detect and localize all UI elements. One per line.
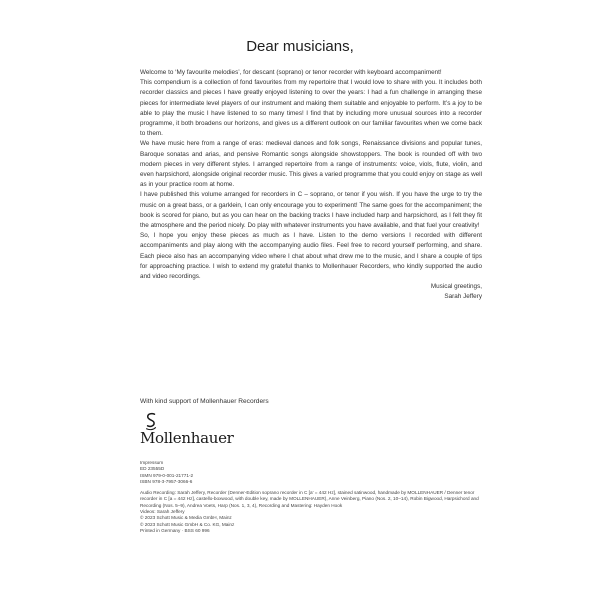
imprint-code: ED 23555D [140, 466, 165, 472]
imprint-credit-line: © 2023 Schott Music & Media GmbH, Mainz [140, 515, 232, 521]
imprint [140, 460, 480, 534]
letter-paragraph: We have music here from a range of eras: medieval dances and folk songs, Renaissance divisions and popular tunes, Baroque sonatas and arias, and pensive Romantic songs alongside showstoppers. The book is rounded off with two modern pieces in very different styles. I arranged repertoire from a range of instruments: voice, viols, flute, violin, and even harpsichord, alongside original recorder music. This gives a varied programme that you could enjoy on stage as well as in your practice room at home. [140, 140, 482, 189]
imprint-label: Impressum [140, 460, 164, 465]
imprint-code: ISBN 978-3-7957-3066-6 [140, 478, 193, 484]
imprint-credit-line: © 2023 Schott Music GmbH & Co. KG, Mainz [140, 521, 235, 527]
letter-paragraph: So, I hope you enjoy these pieces as much as I have. Listen to the demo versions I recorded with different accompaniments and play along with the accompanying audio files. Feel free to record yourself performing, and share. Each piece also has an accompanying video where I chat about what drew me to the music, and I share a couple of tips for approaching practice. I wish to extend my grateful thanks to Mollenhauer Recorders, who kindly supported the audio and video recordings. [140, 232, 482, 281]
mollenhauer-logo [140, 412, 234, 452]
letter-heading: Dear musicians, [246, 38, 354, 55]
imprint-credit-line: Videos: Sarah Jeffery [140, 509, 185, 515]
letter-paragraph: Welcome to ‘My favourite melodies’, for descant (soprano) or tenor recorder with keyboard accompaniment! [140, 69, 442, 76]
imprint-code: ISMN 979-0-001-21771-2 [140, 472, 194, 478]
letter-closing: Musical greetings, [430, 283, 482, 291]
imprint-credit-line: Audio Recording: Sarah Jeffery, Recorder (Denner-Edition soprano recorder in C [a' = 442 Hz], stained satinwood, handmade by MOLLENHAUER / Denner tenor recorder in C [a = 442 Hz], castello-boxwood, with double key, made by MOLLENHAUER), Anne Veinberg, Piano (Nos. 2, 10–14), Robin Bigwood, Harpsichord and Recording (Nos. 5–9), Andrea Voets, Harp (Nos. 1, 3, 4), Recording and Mastering: Hayden Hook [140, 490, 479, 508]
logo-wordmark: Mollenhauer [140, 429, 234, 447]
imprint-credits [140, 490, 480, 534]
imprint-credit-line: Printed in Germany · BSS 60 996 [140, 527, 210, 533]
support-note: With kind support of Mollenhauer Recorders [140, 398, 269, 405]
letter-paragraph: I have published this volume arranged for recorders in C – soprano, or tenor if you wish. If you have the urge to try the music on a great bass, or a garklein, I can only encourage you to experiment! The same goes for the accompaniment; the book is scored for piano, but as you can hear on the backing tracks I have included harp and harpsichord, as I felt they fit the atmosphere and the period nicely. Do play with whatever instruments you have available, and that fuel your creativity! [140, 191, 482, 230]
letter-body [140, 68, 482, 303]
letter-paragraph: This compendium is a collection of fond favourites from my repertoire that I would love to share with you. It includes both recorder classics and pieces I have greatly enjoyed listening to over the years: I had a fun challenge in arranging these pieces for intermediate level players of our instrument and making them suitable and enjoyable to perform. It’s a joy to be able to play the music I have listened to so many times! I find that by including more unusual sources into a recorder programme, it both broadens our horizons, and gives us a different outlook on our familiar favourites when we come back to them. [140, 79, 482, 138]
letter-signature: Sarah Jeffery [444, 293, 482, 301]
